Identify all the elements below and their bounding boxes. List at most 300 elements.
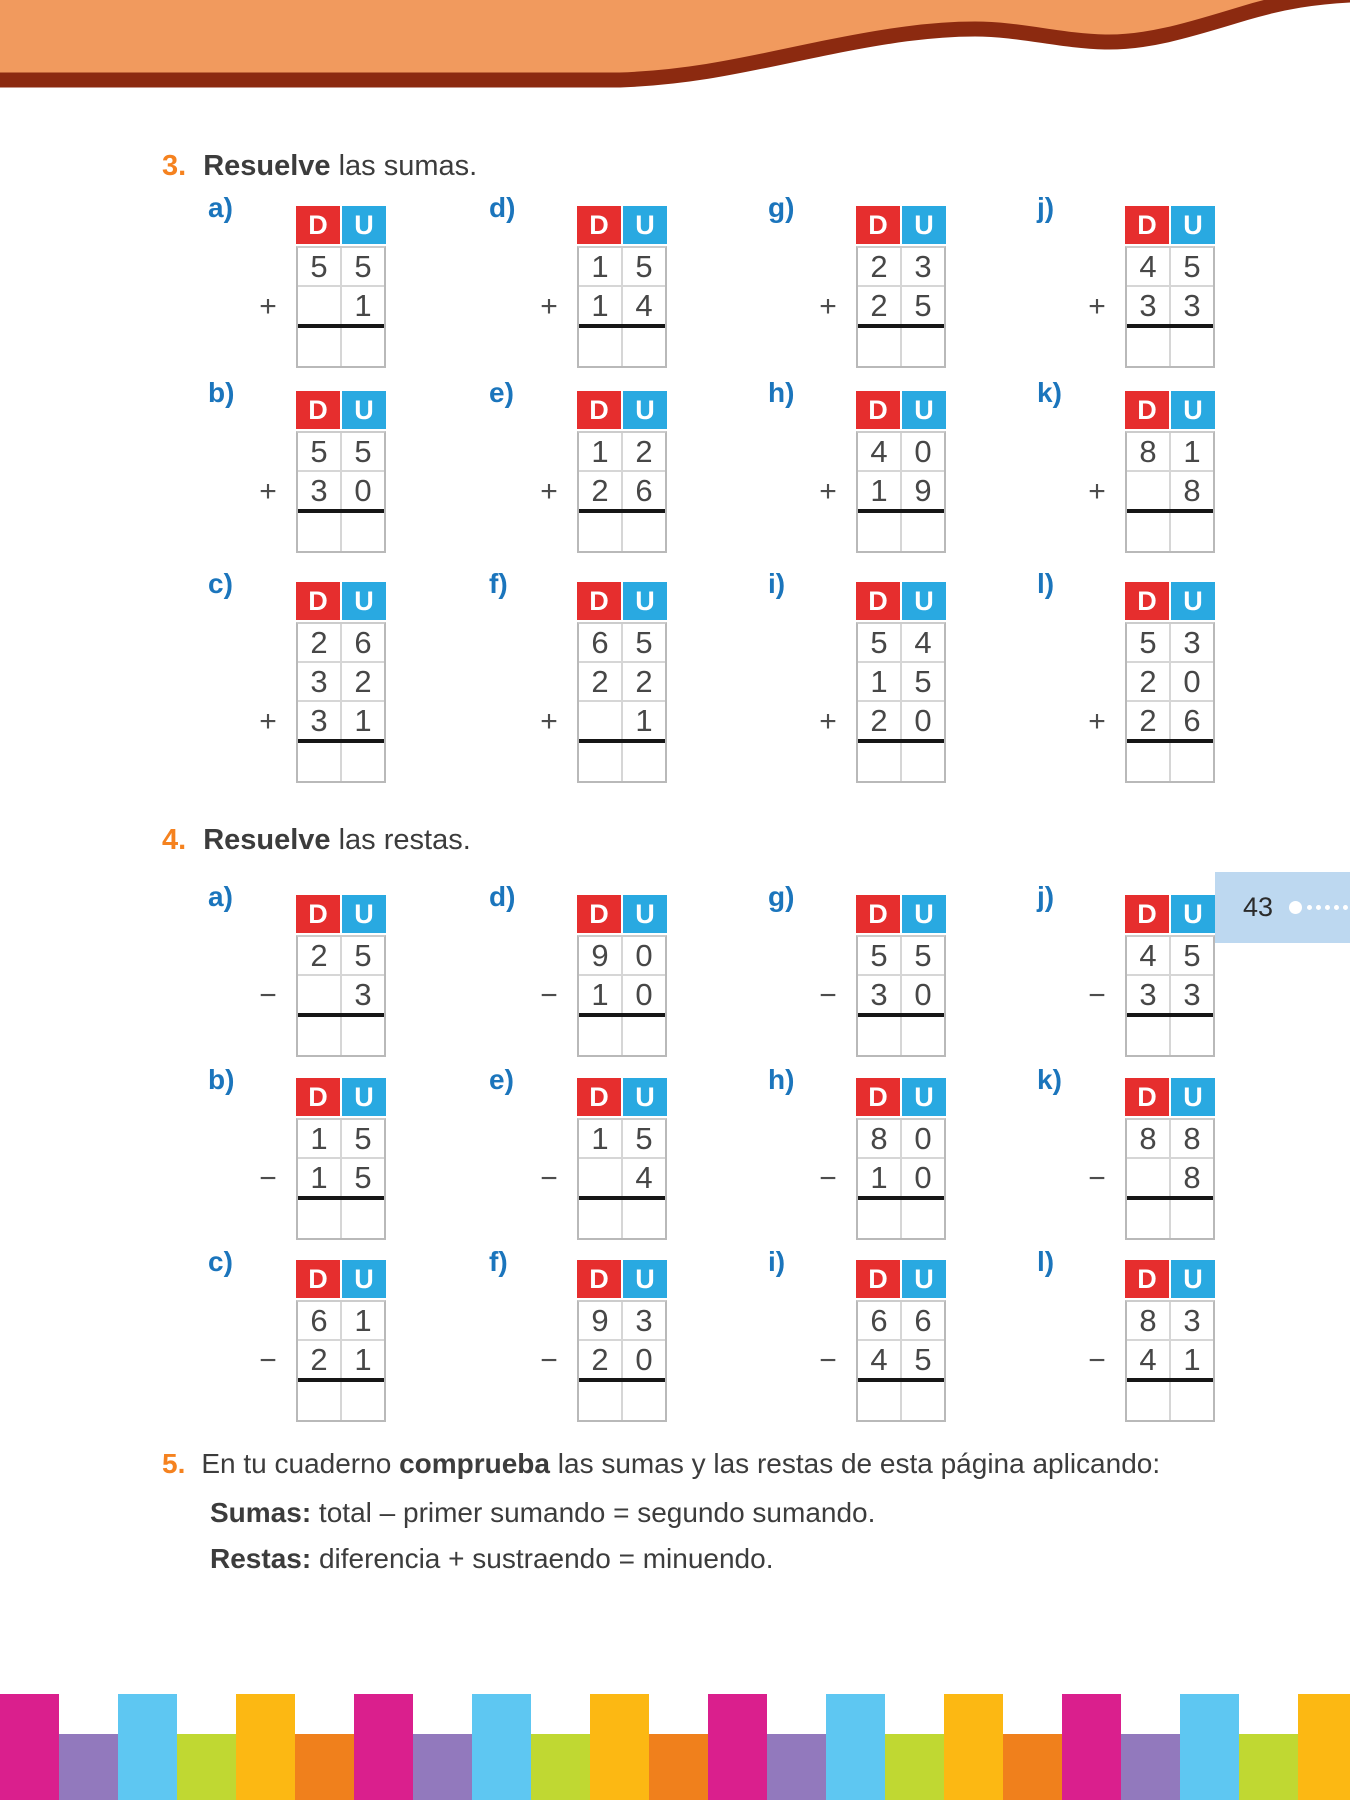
tens-digit-cell [1127, 1159, 1169, 1196]
tens-header: D [296, 895, 340, 933]
place-value-header [1125, 206, 1215, 244]
units-digit-cell: 1 [1169, 1341, 1213, 1378]
problem-j [1037, 881, 1215, 1057]
addend-row [298, 470, 384, 509]
tens-header: D [856, 391, 900, 429]
place-value-header [856, 1078, 946, 1116]
tens-digit-cell: 4 [1139, 937, 1157, 973]
place-value-header [577, 206, 667, 244]
tens-header: D [296, 391, 340, 429]
units-digit-cell: 2 [340, 663, 384, 700]
minus-sign: − [540, 1162, 558, 1195]
units-digit-cell: 5 [1169, 248, 1213, 285]
units-answer-cell[interactable] [621, 743, 665, 781]
problem-label: j) [1037, 192, 1055, 223]
tens-answer-cell[interactable] [858, 743, 900, 781]
footer-bar [1180, 1694, 1239, 1800]
place-value-header [577, 1260, 667, 1298]
header-wave [0, 0, 1350, 100]
tens-answer-cell[interactable] [1127, 1017, 1169, 1055]
problem-c [208, 1246, 386, 1422]
place-value-header [1125, 1260, 1215, 1298]
tens-answer-cell[interactable] [858, 1382, 900, 1420]
addend-row [579, 624, 665, 661]
addend-row [579, 1302, 665, 1339]
problem-h [768, 1064, 946, 1240]
footer-bar [885, 1734, 944, 1800]
units-answer-cell[interactable] [340, 1200, 384, 1238]
place-value-header [296, 895, 386, 933]
tens-digit-cell: 8 [1139, 1302, 1157, 1338]
tens-digit-cell: 2 [310, 937, 328, 973]
units-answer-cell[interactable] [1169, 1382, 1213, 1420]
footer-bar [177, 1734, 236, 1800]
units-digit-cell: 3 [1169, 1302, 1213, 1339]
tens-digit-cell: 6 [310, 1302, 328, 1338]
tens-answer-cell[interactable] [298, 743, 340, 781]
minus-sign: − [1088, 979, 1106, 1012]
exercise5-text-bold: comprueba [399, 1448, 550, 1479]
footer-bar [413, 1734, 472, 1800]
plus-sign: + [540, 290, 558, 323]
addend-row [298, 285, 384, 324]
addend-row [579, 285, 665, 324]
answer-row [298, 1196, 384, 1238]
tens-answer-cell[interactable] [298, 328, 340, 366]
tens-header: D [296, 1260, 340, 1298]
tens-answer-cell[interactable] [579, 1200, 621, 1238]
tens-digit-cell: 1 [591, 248, 609, 284]
problem-label: d) [489, 881, 516, 912]
tens-digit-cell: 4 [870, 433, 888, 469]
addend-row [298, 974, 384, 1013]
answer-row [579, 1196, 665, 1238]
units-header: U [342, 582, 386, 620]
units-answer-cell[interactable] [1169, 1200, 1213, 1238]
tens-header: D [296, 582, 340, 620]
tens-answer-cell[interactable] [1127, 743, 1169, 781]
problem-label: l) [1037, 568, 1055, 599]
addend-row [579, 248, 665, 285]
exercise4-instruction-rest: las restas. [330, 824, 471, 856]
exercise4-instruction-bold: Resuelve [203, 824, 331, 856]
answer-row [1127, 1013, 1213, 1055]
place-value-header [577, 895, 667, 933]
tens-digit-cell: 3 [1139, 287, 1157, 323]
sumas-label: Sumas: [210, 1497, 312, 1528]
addend-row [298, 1157, 384, 1196]
problem-label: h) [768, 377, 795, 408]
tens-digit-cell: 3 [870, 976, 888, 1012]
problem-b [208, 377, 386, 553]
tens-digit-cell: 2 [870, 248, 888, 284]
tens-digit-cell: 1 [591, 1120, 609, 1156]
addend-row [298, 661, 384, 700]
place-value-header [296, 1260, 386, 1298]
tens-digit-cell: 1 [591, 976, 609, 1012]
answer-row [1127, 739, 1213, 781]
addend-row [1127, 1339, 1213, 1378]
problem-a [208, 192, 386, 368]
answer-row [298, 739, 384, 781]
units-answer-cell[interactable] [340, 743, 384, 781]
tens-answer-cell[interactable] [298, 1017, 340, 1055]
units-answer-cell[interactable] [900, 328, 944, 366]
units-digit-cell: 0 [900, 1120, 944, 1157]
units-header: U [623, 1078, 667, 1116]
units-digit-cell: 5 [340, 1159, 384, 1196]
tens-answer-cell[interactable] [858, 328, 900, 366]
units-header: U [902, 391, 946, 429]
answer-row [1127, 324, 1213, 366]
units-digit-cell: 3 [900, 248, 944, 285]
plus-sign: + [819, 290, 837, 323]
units-answer-cell[interactable] [621, 1382, 665, 1420]
tens-answer-cell[interactable] [579, 1382, 621, 1420]
footer-bar [0, 1694, 59, 1800]
footer-bar [767, 1734, 826, 1800]
place-value-header [1125, 1078, 1215, 1116]
tens-digit-cell: 1 [310, 1159, 328, 1195]
units-answer-cell[interactable] [340, 1382, 384, 1420]
units-header: U [623, 206, 667, 244]
tens-answer-cell[interactable] [298, 1200, 340, 1238]
addend-row [579, 1339, 665, 1378]
addend-row [858, 1302, 944, 1339]
units-digit-cell: 0 [900, 1159, 944, 1196]
footer-bar [1239, 1734, 1298, 1800]
problem-d [489, 192, 667, 368]
plus-sign: + [540, 705, 558, 738]
units-answer-cell[interactable] [900, 1200, 944, 1238]
place-value-header [296, 391, 386, 429]
tens-header: D [856, 1078, 900, 1116]
addend-row [858, 700, 944, 739]
problem-label: i) [768, 1246, 786, 1277]
units-header: U [1171, 1260, 1215, 1298]
units-digit-cell: 9 [900, 472, 944, 509]
problem-label: f) [489, 1246, 508, 1277]
answer-row [579, 324, 665, 366]
units-answer-cell[interactable] [900, 743, 944, 781]
problem-e [489, 1064, 667, 1240]
tens-answer-cell[interactable] [858, 1200, 900, 1238]
problem-g [768, 192, 946, 368]
problem-f [489, 1246, 667, 1422]
addend-row [858, 1157, 944, 1196]
units-digit-cell: 2 [621, 433, 665, 470]
addend-row [1127, 433, 1213, 470]
units-digit-cell: 6 [1169, 702, 1213, 739]
addend-row [858, 248, 944, 285]
units-header: U [623, 391, 667, 429]
units-header: U [342, 1078, 386, 1116]
tens-header: D [577, 1078, 621, 1116]
tens-digit-cell [579, 1159, 621, 1196]
tens-digit-cell: 2 [591, 472, 609, 508]
units-digit-cell: 0 [900, 976, 944, 1013]
place-value-header [296, 206, 386, 244]
restas-label: Restas: [210, 1543, 312, 1574]
addend-row [858, 661, 944, 700]
units-digit-cell: 5 [621, 624, 665, 661]
addend-row [1127, 700, 1213, 739]
footer-bar [295, 1734, 354, 1800]
problem-label: i) [768, 568, 786, 599]
units-digit-cell: 8 [1169, 1159, 1213, 1196]
units-digit-cell: 5 [621, 1120, 665, 1157]
addend-row [858, 1339, 944, 1378]
answer-row [298, 324, 384, 366]
units-digit-cell: 2 [621, 663, 665, 700]
units-digit-cell: 4 [621, 287, 665, 324]
addend-row [858, 1120, 944, 1157]
addend-row [298, 937, 384, 974]
minus-sign: − [1088, 1162, 1106, 1195]
exercise5-sumas-line [210, 1497, 875, 1529]
addend-row [1127, 285, 1213, 324]
tens-digit-cell: 3 [310, 472, 328, 508]
tens-digit-cell: 1 [870, 663, 888, 699]
answer-row [579, 509, 665, 551]
problem-f [489, 568, 667, 783]
units-digit-cell: 5 [900, 287, 944, 324]
units-digit-cell: 3 [1169, 287, 1213, 324]
units-answer-cell[interactable] [340, 513, 384, 551]
footer-bar [1062, 1694, 1121, 1800]
units-digit-cell: 0 [621, 937, 665, 974]
units-answer-cell[interactable] [900, 1382, 944, 1420]
exercise5-line1 [162, 1448, 1160, 1480]
units-digit-cell: 5 [340, 937, 384, 974]
units-answer-cell[interactable] [900, 1017, 944, 1055]
tens-header: D [577, 895, 621, 933]
addend-row [579, 974, 665, 1013]
units-answer-cell[interactable] [1169, 328, 1213, 366]
units-digit-cell: 1 [340, 702, 384, 739]
addend-row [298, 248, 384, 285]
tens-answer-cell[interactable] [579, 328, 621, 366]
problem-h [768, 377, 946, 553]
addend-row [1127, 248, 1213, 285]
plus-sign: + [259, 475, 277, 508]
units-digit-cell: 3 [1169, 624, 1213, 661]
tens-header: D [1125, 1078, 1169, 1116]
units-digit-cell: 1 [340, 1302, 384, 1339]
problem-label: j) [1037, 881, 1055, 912]
units-answer-cell[interactable] [621, 1200, 665, 1238]
tens-header: D [296, 1078, 340, 1116]
units-header: U [623, 895, 667, 933]
place-value-header [856, 895, 946, 933]
exercise5-text-pre: En tu cuaderno [201, 1448, 400, 1479]
minus-sign: − [259, 1162, 277, 1195]
units-digit-cell: 1 [340, 287, 384, 324]
units-header: U [902, 582, 946, 620]
units-header: U [1171, 391, 1215, 429]
answer-row [858, 1378, 944, 1420]
addend-row [298, 1339, 384, 1378]
addend-row [1127, 624, 1213, 661]
tens-answer-cell[interactable] [858, 513, 900, 551]
minus-sign: − [1088, 1344, 1106, 1377]
addend-row [858, 285, 944, 324]
units-header: U [623, 582, 667, 620]
units-header: U [1171, 895, 1215, 933]
footer-bar [118, 1694, 177, 1800]
answer-row [858, 324, 944, 366]
units-header: U [902, 1260, 946, 1298]
units-answer-cell[interactable] [1169, 513, 1213, 551]
problem-label: b) [208, 377, 235, 408]
restas-text: diferencia + sustraendo = minuendo. [311, 1543, 774, 1574]
problem-label: e) [489, 377, 514, 408]
problem-k [1037, 377, 1215, 553]
units-answer-cell[interactable] [900, 513, 944, 551]
units-digit-cell: 0 [340, 472, 384, 509]
tens-digit-cell: 4 [1139, 248, 1157, 284]
place-value-header [577, 1078, 667, 1116]
tens-digit-cell [579, 702, 621, 739]
units-digit-cell: 5 [340, 433, 384, 470]
footer-bar [236, 1694, 295, 1800]
footer-bar [826, 1694, 885, 1800]
tens-digit-cell: 4 [1139, 1341, 1157, 1377]
footer-bar [1298, 1694, 1350, 1800]
answer-row [579, 1378, 665, 1420]
page-tab-dotted-line [1307, 905, 1348, 910]
units-header: U [1171, 206, 1215, 244]
tens-digit-cell: 5 [310, 433, 328, 469]
units-digit-cell: 3 [1169, 976, 1213, 1013]
answer-row [298, 1378, 384, 1420]
problem-label: c) [208, 568, 233, 599]
place-value-header [1125, 391, 1215, 429]
place-value-header [577, 391, 667, 429]
answer-row [858, 739, 944, 781]
units-digit-cell: 0 [900, 702, 944, 739]
units-header: U [1171, 1078, 1215, 1116]
tens-digit-cell: 6 [591, 624, 609, 660]
units-digit-cell: 0 [900, 433, 944, 470]
addend-row [579, 937, 665, 974]
addend-row [579, 700, 665, 739]
page-tab-dot [1289, 901, 1302, 914]
problem-label: g) [768, 881, 795, 912]
problem-label: c) [208, 1246, 233, 1277]
tens-header: D [1125, 391, 1169, 429]
tens-answer-cell[interactable] [298, 1382, 340, 1420]
addend-row [1127, 470, 1213, 509]
problem-b [208, 1064, 386, 1240]
tens-answer-cell[interactable] [298, 513, 340, 551]
tens-answer-cell[interactable] [1127, 1200, 1169, 1238]
place-value-header [856, 206, 946, 244]
problem-g [768, 881, 946, 1057]
problem-e [489, 377, 667, 553]
tens-answer-cell[interactable] [1127, 1382, 1169, 1420]
units-digit-cell: 4 [900, 624, 944, 661]
tens-digit-cell: 3 [1139, 976, 1157, 1012]
tens-digit-cell: 8 [870, 1120, 888, 1156]
exercise4-heading [162, 824, 471, 857]
tens-answer-cell[interactable] [1127, 513, 1169, 551]
problem-c [208, 568, 386, 783]
plus-sign: + [1088, 475, 1106, 508]
units-answer-cell[interactable] [340, 1017, 384, 1055]
tens-answer-cell[interactable] [858, 1017, 900, 1055]
problem-label: l) [1037, 1246, 1055, 1277]
footer-bar [944, 1694, 1003, 1800]
addend-row [1127, 937, 1213, 974]
units-answer-cell[interactable] [1169, 1017, 1213, 1055]
answer-row [858, 1013, 944, 1055]
minus-sign: − [819, 1344, 837, 1377]
tens-digit-cell: 9 [591, 1302, 609, 1338]
answer-row [298, 1013, 384, 1055]
tens-digit-cell: 2 [591, 663, 609, 699]
plus-sign: + [819, 705, 837, 738]
tens-answer-cell[interactable] [579, 513, 621, 551]
answer-row [1127, 509, 1213, 551]
units-digit-cell: 6 [621, 472, 665, 509]
exercise3-instruction-bold: Resuelve [203, 150, 331, 182]
tens-answer-cell[interactable] [1127, 328, 1169, 366]
problem-label: k) [1037, 377, 1062, 408]
tens-digit-cell: 8 [1139, 433, 1157, 469]
answer-row [858, 509, 944, 551]
units-digit-cell: 5 [340, 1120, 384, 1157]
place-value-header [1125, 582, 1215, 620]
tens-digit-cell: 2 [1139, 663, 1157, 699]
answer-row [1127, 1196, 1213, 1238]
tens-digit-cell: 3 [310, 702, 328, 738]
units-answer-cell[interactable] [1169, 743, 1213, 781]
tens-digit-cell: 2 [310, 624, 328, 660]
tens-header: D [856, 895, 900, 933]
place-value-header [296, 1078, 386, 1116]
tens-digit-cell: 1 [591, 287, 609, 323]
minus-sign: − [819, 1162, 837, 1195]
problem-label: e) [489, 1064, 514, 1095]
tens-digit-cell: 9 [591, 937, 609, 973]
tens-header: D [577, 582, 621, 620]
addend-row [858, 433, 944, 470]
footer-bar [708, 1694, 767, 1800]
units-answer-cell[interactable] [621, 1017, 665, 1055]
units-digit-cell: 1 [340, 1341, 384, 1378]
tens-digit-cell: 2 [870, 287, 888, 323]
tens-answer-cell[interactable] [579, 1017, 621, 1055]
units-header: U [902, 206, 946, 244]
tens-answer-cell[interactable] [579, 743, 621, 781]
units-digit-cell: 5 [900, 937, 944, 974]
units-answer-cell[interactable] [621, 513, 665, 551]
problem-label: f) [489, 568, 508, 599]
tens-digit-cell: 1 [870, 472, 888, 508]
units-digit-cell: 8 [1169, 472, 1213, 509]
addend-row [858, 624, 944, 661]
addend-row [858, 937, 944, 974]
tens-header: D [577, 1260, 621, 1298]
units-answer-cell[interactable] [621, 328, 665, 366]
units-answer-cell[interactable] [340, 328, 384, 366]
units-header: U [342, 1260, 386, 1298]
problem-l [1037, 568, 1215, 783]
minus-sign: − [540, 979, 558, 1012]
tens-digit-cell: 2 [1139, 702, 1157, 738]
addend-row [298, 700, 384, 739]
